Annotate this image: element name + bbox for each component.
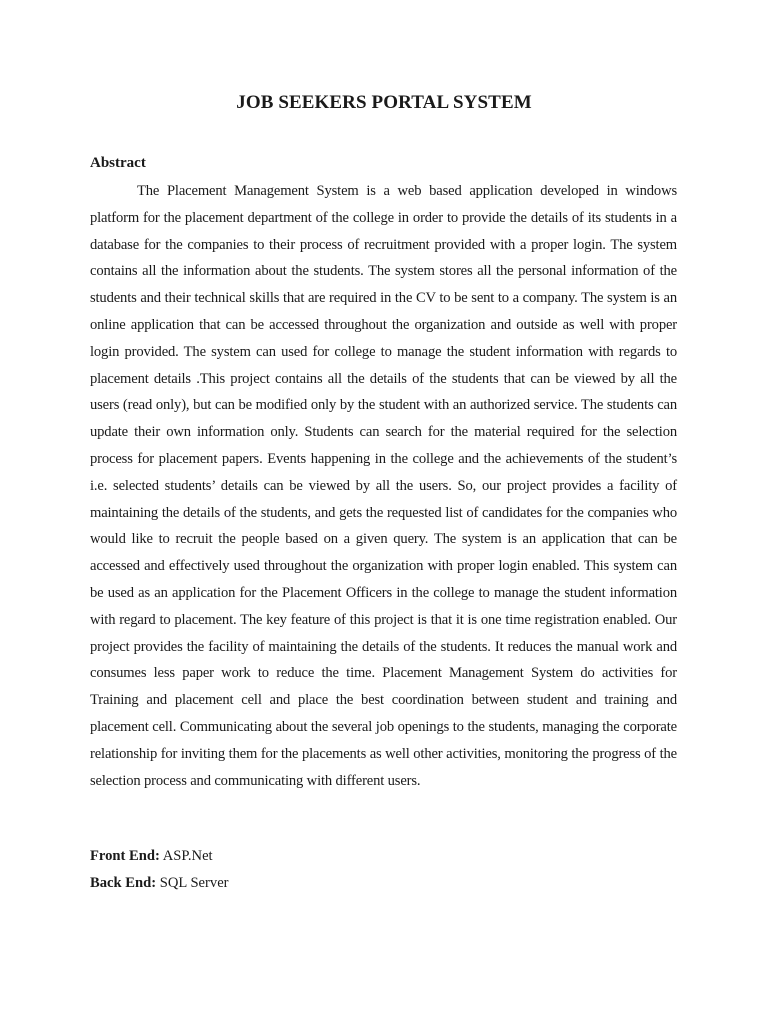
document-title: JOB SEEKERS PORTAL SYSTEM bbox=[236, 92, 532, 113]
front-end-value: ASP.Net bbox=[162, 848, 213, 864]
back-end-label: Back End: bbox=[90, 875, 157, 891]
back-end-value: SQL Server bbox=[159, 875, 229, 891]
front-end-label: Front End: bbox=[90, 848, 160, 864]
back-end-line bbox=[90, 875, 229, 892]
abstract-heading: Abstract bbox=[90, 155, 146, 171]
abstract-paragraph: The Placement Management System is a web based application developed in windows platform for the placement department of the college in order to provide the details of its students in a database for the companies to their process of recruitment provided with a proper login. The system contains all the information about the students. The system stores all the personal information of the students and their technical skills that are required in the CV to be sent to a company. The system is an online application that can be accessed throughout the organization and outside as well with proper login provided. The system can used for college to manage the student information with regards to placement details .This project contains all the details of the students that can be viewed by all the users (read only), but can be modified only by the student with an authorized service. The students can update their own information only. Students can search for the material required for the selection process for placement papers. Events happening in the college and the achievements of the student’s i.e. selected students’ details can be viewed by all the users. So, our project provides a facility of maintaining the details of the students, and gets the requested list of candidates for the companies who would like to recruit the people based on a given query. The system is an application that can be accessed and effectively used throughout the organization with proper login enabled. This system can be used as an application for the Placement Officers in the college to manage the student information with regard to placement. The key feature of this project is that it is one time registration enabled. Our project provides the facility of maintaining the details of the students. It reduces the manual work and consumes less paper work to reduce the time. Placement Management System do activities for Training and placement cell and place the best coordination between student and training and placement cell. Communicating about the several job openings to the students, managing the corporate relationship for inviting them for the placements as well other activities, monitoring the progress of the selection process and communicating with different users. bbox=[90, 183, 677, 789]
front-end-line bbox=[90, 848, 213, 865]
